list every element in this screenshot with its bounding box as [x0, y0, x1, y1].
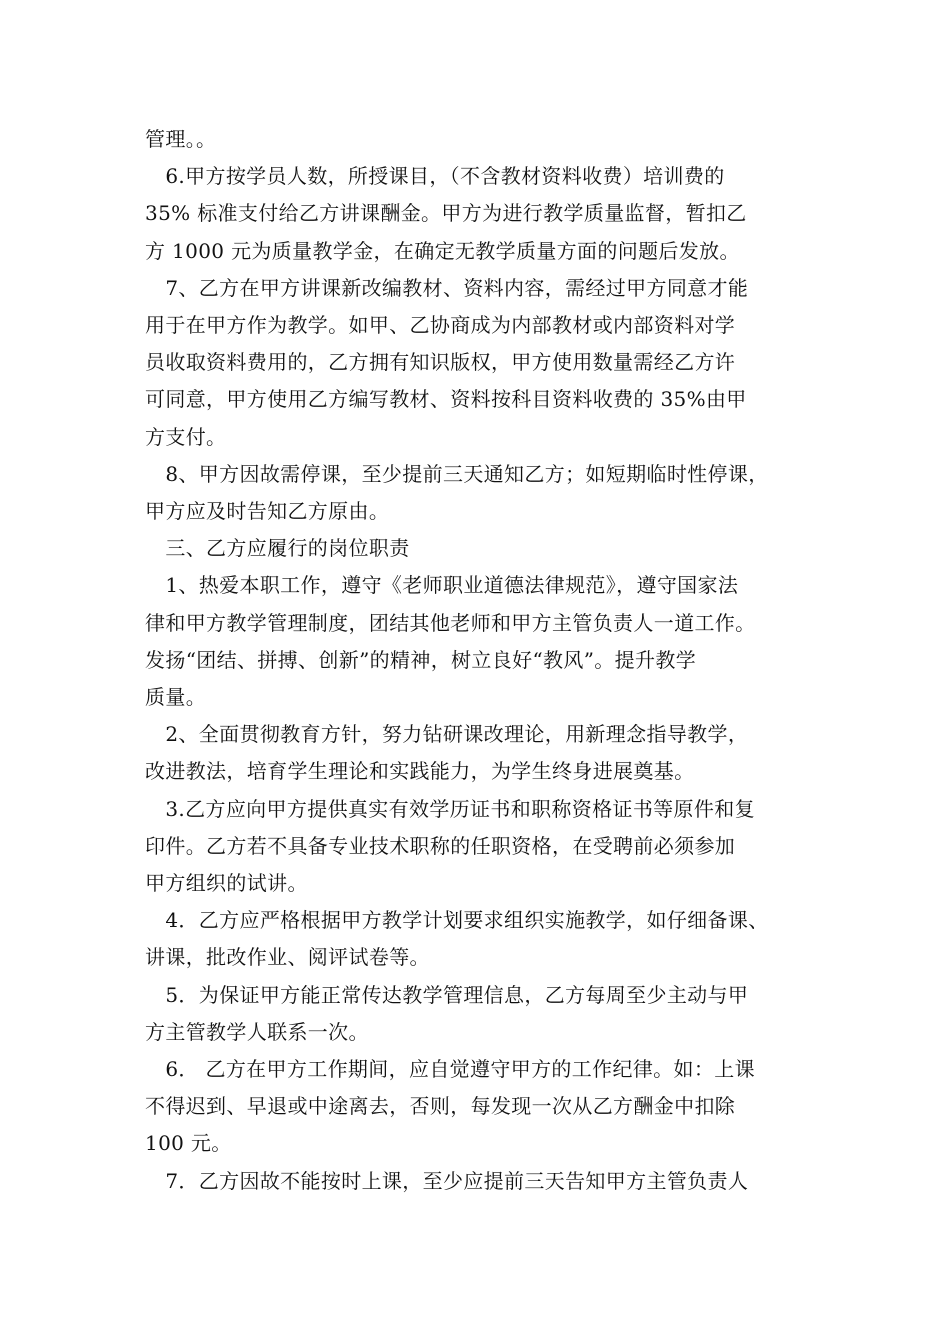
paragraph-duty-7: 7．乙方因故不能按时上课，至少应提前三天告知甲方主管负责人 — [145, 1168, 749, 1193]
paragraph-duty-3: 3.乙方应向甲方提供真实有效学历证书和职称资格证书等原件和复 印件。乙方若不具备专业技术职称的任职资格，在受聘前必须参加 甲方组织的试讲。 — [145, 796, 755, 896]
paragraph-item-6-fee: 6.甲方按学员人数，所授课目，（不含教材资料收费）培训费的 35% 标准支付给乙方讲课酬金。甲方为进行教学质量监督，暂扣乙 方 1000 元为质量教学金，在确定无教学质量方面的问题后发放。 — [145, 164, 747, 263]
paragraph-duty-2: 2、全面贯彻教育方针，努力钻研课改理论，用新理念指导教学， 改进教法，培育学生理论和实践能力，为学生终身进展奠基。 — [145, 722, 749, 784]
paragraph-duty-1: 1、热爱本职工作，遵守《老师职业道德法律规范》，遵守国家法 律和甲方教学管理制度，团结其他老师和甲方主管负责人一道工作。 发扬“团结、拼搏、创新”的精神，树立良好“教风”。提升教学 质量。 — [145, 573, 756, 710]
paragraph-duty-6: 6． 乙方在甲方工作期间，应自觉遵守甲方的工作纪律。如：上课 不得迟到、早退或中途离去，否则，每发现一次从乙方酬金中扣除 100 元。 — [145, 1057, 755, 1156]
paragraph-item-7-materials: 7、乙方在甲方讲课新改编教材、资料内容，需经过甲方同意才能 用于在甲方作为教学。如甲、乙协商成为内部教材或内部资料对学 员收取资料费用的，乙方拥有知识版权，甲方使用数量需经乙方许 可同意，甲方使用乙方编写教材、资料按科目资料收费的 35%由甲 方支付。 — [145, 275, 749, 449]
paragraph-duty-4: 4．乙方应严格根据甲方教学计划要求组织实施教学，如仔细备课、 讲课，批改作业、阅评试卷等。 — [145, 908, 769, 970]
paragraph-item-8-suspension: 8、甲方因故需停课，至少提前三天通知乙方；如短期临时性停课， 甲方应及时告知乙方原由。 — [145, 461, 769, 524]
paragraph-duty-5: 5．为保证甲方能正常传达教学管理信息，乙方每周至少主动与甲 方主管教学人联系一次。 — [145, 982, 749, 1044]
section-heading-duties: 三、乙方应履行的岗位职责 — [145, 536, 410, 561]
paragraph-continuation: 管理。。 — [145, 127, 217, 151]
document-body — [145, 121, 821, 1200]
